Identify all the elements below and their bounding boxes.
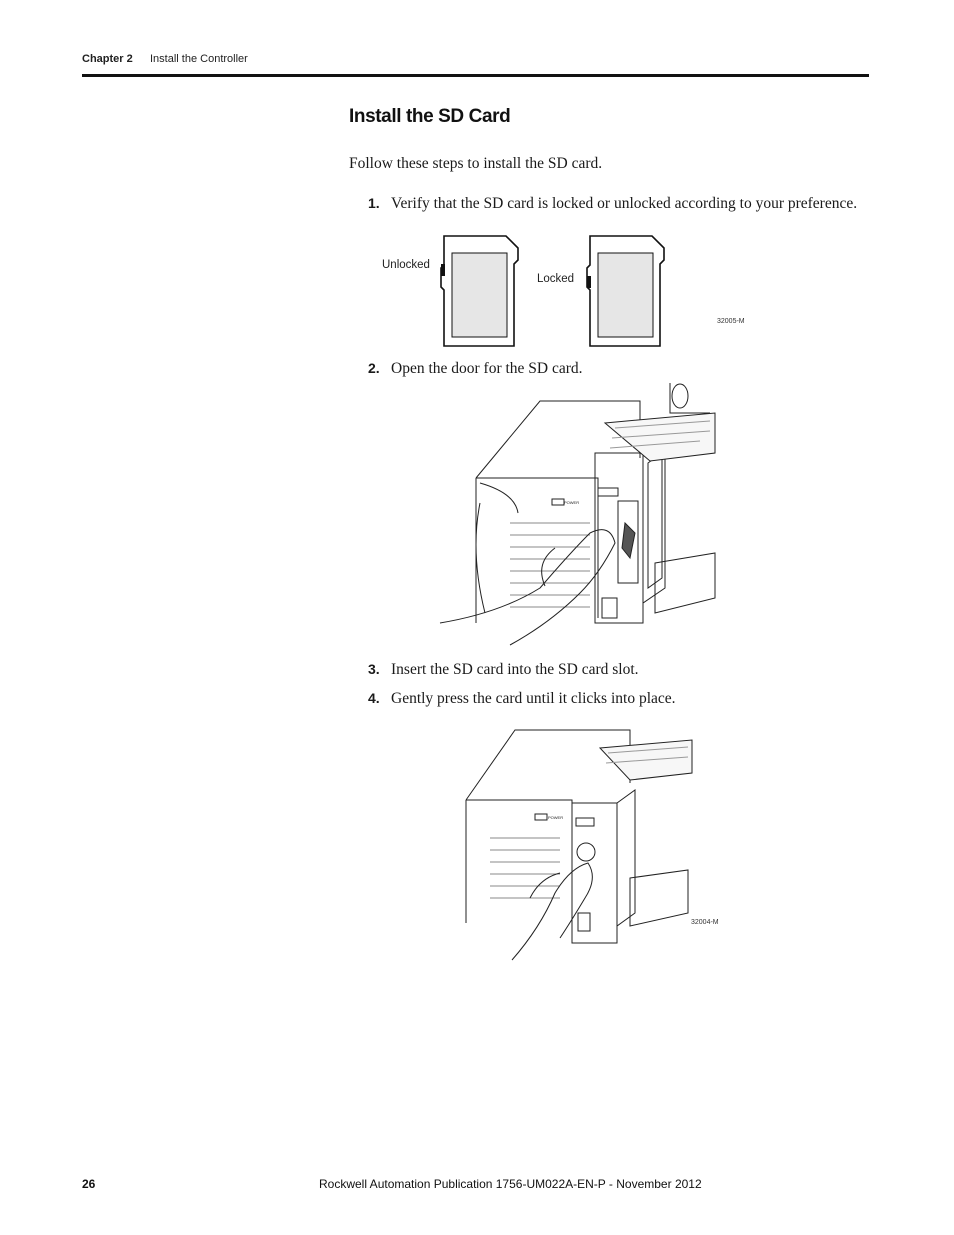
power-label: POWER bbox=[548, 815, 564, 820]
step-text: Gently press the card until it clicks into place. bbox=[391, 690, 676, 707]
step-2 bbox=[368, 360, 583, 378]
step-text: Open the door for the SD card. bbox=[391, 360, 583, 377]
publication-info: Rockwell Automation Publication 1756-UM022A-EN-P - November 2012 bbox=[319, 1177, 702, 1191]
chapter-label: Chapter 2 bbox=[82, 53, 133, 65]
running-header bbox=[82, 53, 248, 65]
sd-card-locked-illustration bbox=[586, 234, 668, 348]
controller-insert-card-illustration bbox=[460, 728, 700, 968]
sd-card-unlocked-illustration bbox=[440, 234, 522, 348]
step-text: Insert the SD card into the SD card slot. bbox=[391, 661, 639, 678]
step-number: 2. bbox=[368, 360, 380, 376]
step-number: 3. bbox=[368, 661, 380, 677]
step-number: 4. bbox=[368, 690, 380, 706]
step-text: Verify that the SD card is locked or unlocked according to your preference. bbox=[391, 195, 858, 212]
power-label: POWER bbox=[564, 500, 580, 505]
intro-text: Follow these steps to install the SD card. bbox=[349, 155, 603, 172]
step-number: 1. bbox=[368, 195, 380, 211]
controller-open-door-illustration bbox=[440, 383, 720, 653]
locked-label: Locked bbox=[537, 273, 575, 285]
figure-1-id: 32005-M bbox=[717, 318, 745, 325]
page-title: Install the SD Card bbox=[349, 106, 511, 127]
unlocked-label: Unlocked bbox=[382, 259, 430, 271]
step-1 bbox=[368, 195, 857, 213]
section-label: Install the Controller bbox=[150, 53, 248, 65]
figure-3-id: 32004-M bbox=[691, 919, 719, 926]
step-4 bbox=[368, 690, 676, 708]
header-rule bbox=[82, 74, 869, 77]
page-number: 26 bbox=[82, 1177, 96, 1191]
step-3 bbox=[368, 661, 639, 679]
